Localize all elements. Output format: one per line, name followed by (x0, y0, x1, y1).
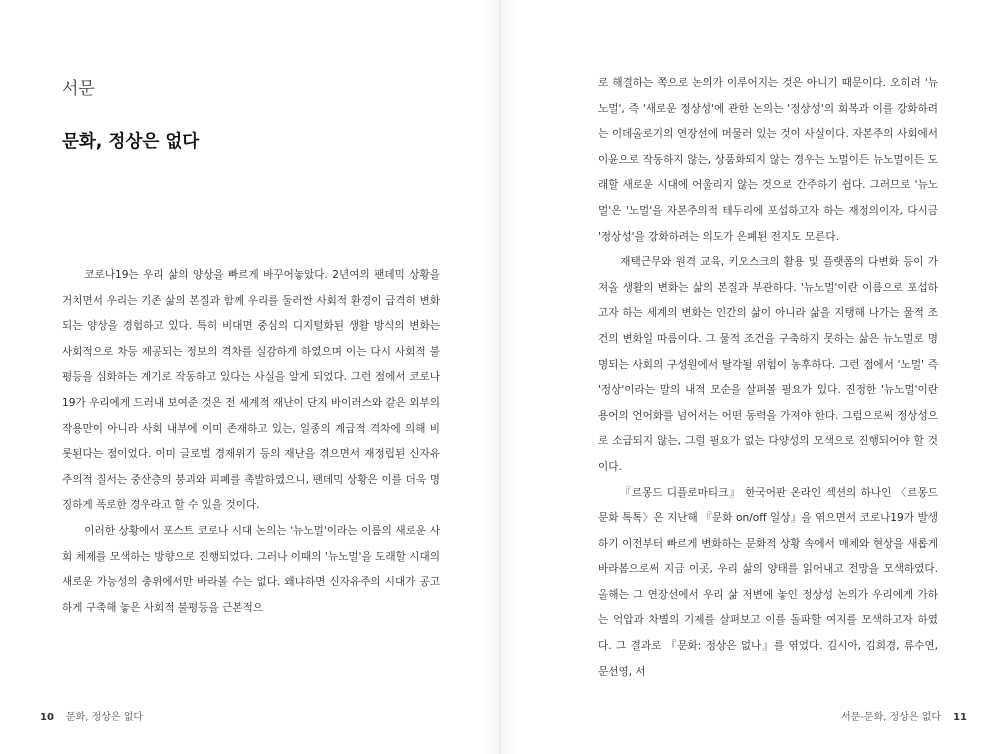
right-page-gutter-shadow (501, 0, 519, 754)
body-paragraph: 『르몽드 디플로마티크』 한국어판 온라인 섹션의 하나인 〈르몽드 문화 톡톡〉은 지난해 『문화 on/off 일상』을 엮으면서 코로나19가 발생하기 이전부터 빠르게 변화하는 문화적 상황 속에서 매체와 현상을 새롭게 바라봄으로써 지금 이곳, 우리 삶의 양태를 읽어내고 전망을 모색하였다. 올해는 그 연장선에서 우리 삶 저변에 놓인 정상성 논의가 우리에게 가하는 억압과 차별의 기제를 살펴보고 이를 돌파할 여지를 모색하고자 하였다. 그 결과로 『문화: 정상은 없나』를 엮었다. 김시아, 김희경, 류수연, 문선영, 서 (598, 486, 938, 678)
right-page (501, 0, 1000, 754)
running-title: 서문-문화, 정상은 없다 (840, 712, 942, 723)
page-number: 10 (40, 712, 54, 723)
right-page-footer (841, 708, 967, 723)
body-paragraph: 이러한 상황에서 포스트 코로나 시대 논의는 '뉴노멀'이라는 이름의 새로운 사회 체제를 모색하는 방향으로 진행되었다. 그러나 이때의 '뉴노멀'을 도래할 시대의 새로운 가능성의 충위에서만 바라볼 수는 없다. 왜냐하면 신자유주의 시대가 공고하게 구축해 놓은 사회적 불평등을 근본적으 (62, 524, 440, 614)
page-number: 11 (953, 712, 967, 723)
left-page-gutter-shadow (482, 0, 500, 754)
body-paragraph: 로 해결하는 쪽으로 논의가 이루어지는 것은 아니기 때문이다. 오히려 '뉴노멀', 즉 '새로운 정상성'에 관한 논의는 '정상성'의 회복과 이를 강화하려는 이데올로기의 연장선에 머물러 있는 것이 사실이다. 자본주의 사회에서 이윤으로 작동하지 않는, 상품화되지 않는 경우는 노멀이든 뉴노멀이든 도래할 새로운 시대에 어울리지 않는 것으로 간주하기 쉽다. 그러므로 '뉴노멀'은 '노멀'을 자본주의적 테두리에 포섭하고자 하는 재정의이자, 다시금 '정상성'을 강화하려는 의도가 은폐된 전지도 모른다. (598, 77, 938, 243)
running-title: 문화, 정상은 없다 (65, 712, 144, 723)
left-page-footer (40, 708, 143, 723)
body-paragraph: 재택근무와 원격 교육, 키오스크의 활용 및 플랫폼의 다변화 등이 가져올 생활의 변화는 삶의 본질과 부관하다. '뉴노멀'이란 이름으로 포섭하고자 하는 세계의 변화는 인간의 삶이 아니라 삶을 지탱해 나가는 물적 조건의 변화일 따름이다. 그 물적 조건을 구축하지 못하는 삶은 뉴노멀로 명명되는 사회의 구성원에서 탈각될 위험이 농후하다. 그런 점에서 '노멀' 즉 '정상'이라는 말의 내적 모순을 살펴볼 필요가 있다. 진정한 '뉴노멀'이란 용어의 언어화를 넘어서는 어떤 동력을 가져야 한다. 그럼으로써 정상성으로 소급되지 않는, 그럴 필요가 없는 다양성의 모색으로 진행되어야 할 것이다. (598, 256, 938, 473)
chapter-title: 문화, 정상은 없다 (62, 132, 200, 152)
section-label: 서문 (62, 79, 95, 99)
right-page-body (598, 71, 938, 685)
body-paragraph: 코로나19는 우리 삶의 양상을 빠르게 바꾸어놓았다. 2년여의 팬데믹 상황을 거치면서 우리는 기존 삶의 본질과 함께 우리를 둘러싼 사회적 환경이 급격히 변화되는 양상을 경험하고 있다. 특히 비대면 중심의 디지털화된 생활 방식의 변화는 사회적으로 차등 제공되는 정보의 격차를 실감하게 하였으며 이는 다시 사회적 불평등을 심화하는 계기로 작동하고 있다는 사실을 알게 되었다. 그런 점에서 코로나19가 우리에게 드러내 보여준 것은 전 세계적 재난이 단지 바이러스와 같은 외부의 작용만이 아니라 사회 내부에 이미 존재하고 있는, 일종의 계급적 격차에 의해 비롯된다는 점이었다. 이미 글로벌 경제위기 등의 재난을 겪으면서 재정립된 신자유주의적 질서는 중산층의 붕괴와 피폐를 촉발하였으니, 팬데믹 상황은 이를 더욱 명징하게 폭로한 경우라고 할 수 있을 것이다. (62, 269, 440, 512)
left-page-body (62, 263, 440, 621)
